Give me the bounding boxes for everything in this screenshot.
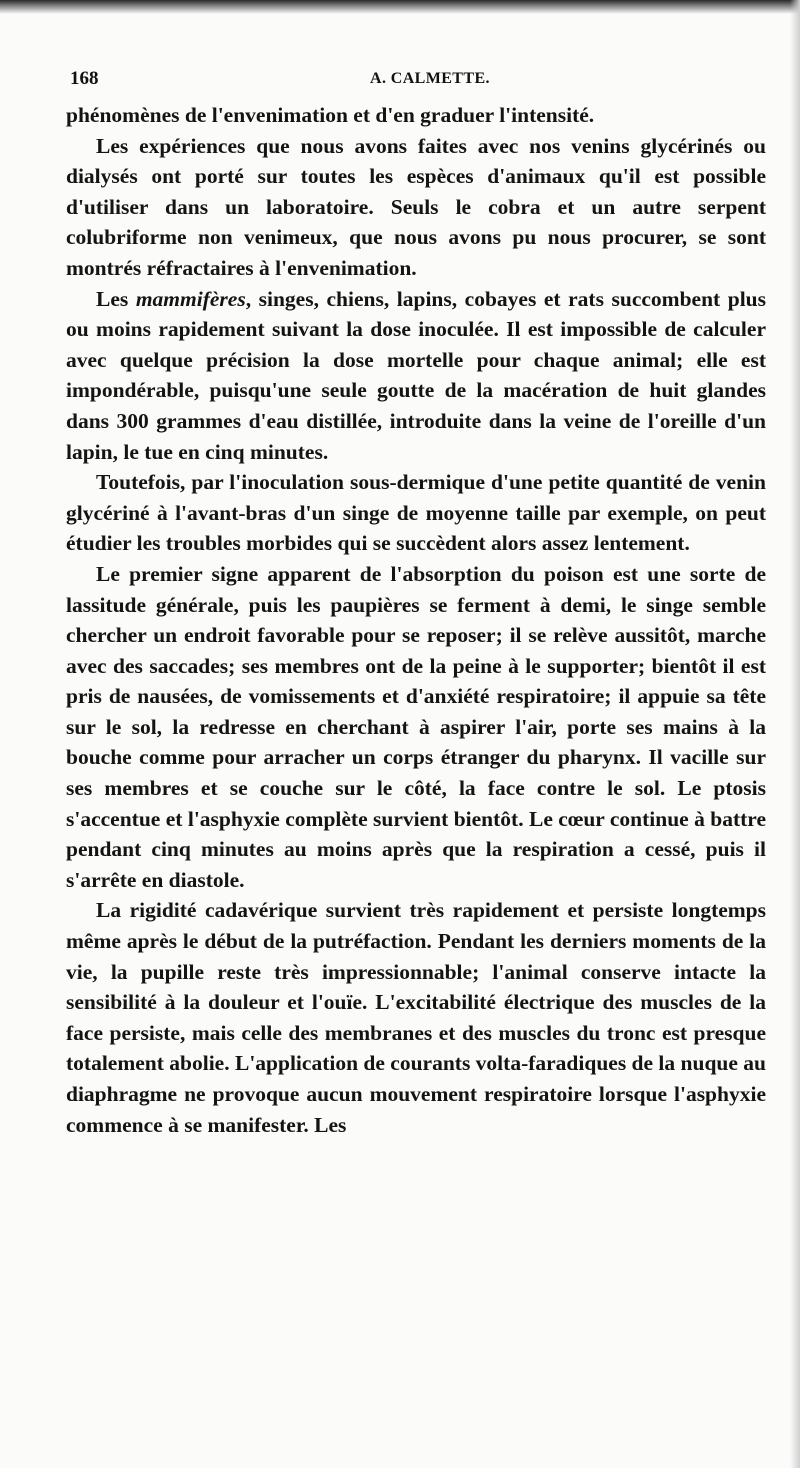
body-text — [66, 100, 766, 1140]
paragraph-3 — [66, 284, 766, 468]
paragraph-1: phénomènes de l'envenimation et d'en graduer l'intensité. — [66, 103, 595, 127]
page-right-shadow — [790, 0, 800, 1468]
paragraph-4: Toutefois, par l'inoculation sous-dermique d'une petite quantité de venin glycériné à l'avant-bras d'un singe de moyenne taille par exemple, on peut étudier les troubles morbides qui se succèdent alors assez lentement. — [66, 470, 766, 556]
page-top-shadow — [0, 0, 800, 14]
paragraph-5: Le premier signe apparent de l'absorption du poison est une sorte de lassitude générale, puis les paupières se ferment à demi, le singe semble chercher un endroit favorable pour se reposer; il se relève aussitôt, marche avec des saccades; ses membres ont de la peine à le supporter; bientôt il est pris de nausées, de vomissements et d'anxiété respiratoire; il appuie sa tête sur le sol, la redresse en cherchant à aspirer l'air, porte ses mains à la bouche comme pour arracher un corps étranger du pharynx. Il vacille sur ses membres et se couche sur le côté, la face contre le sol. Le ptosis s'accentue et l'asphyxie complète survient bientôt. Le cœur continue à battre pendant cinq minutes au moins après que la respiration a cessé, puis il s'arrête en diastole. — [66, 561, 766, 892]
paragraph-6: La rigidité cadavérique survient très rapidement et persiste longtemps même après le début de la putréfaction. Pendant les derniers moments de la vie, la pupille reste très impressionnable; l'animal conserve intacte la sensibilité à la douleur et l'ouïe. L'excitabilité électrique des muscles de la face persiste, mais celle des membranes et des muscles du tronc est presque totalement abolie. L'application de courants volta-faradiques de la nuque au diaphragme ne provoque aucun mouvement respiratoire lorsque l'asphyxie commence à se manifester. Les — [66, 898, 766, 1137]
paragraph-3-lead: Les — [96, 286, 136, 311]
running-head: A. CALMETTE. — [370, 70, 490, 87]
page-number: 168 — [70, 68, 99, 89]
paragraph-2: Les expériences que nous avons faites avec nos venins glycérinés ou dialysés ont porté sur toutes les espèces d'animaux qu'il est possible d'utiliser dans un laboratoire. Seuls le cobra et un autre serpent colubriforme non venimeux, que nous avons pu nous procurer, se sont montrés réfractaires à l'envenimation. — [66, 133, 766, 280]
page-header — [70, 68, 760, 98]
paragraph-3-rest: , singes, chiens, lapins, cobayes et rats succombent plus ou moins rapidement suivant la dose inoculée. Il est impossible de calculer avec quelque précision la dose mortelle pour chaque animal; elle est impondérable, puisqu'une seule goutte de la macération de huit glandes dans 300 grammes d'eau distillée, introduite dans la veine de l'oreille d'un lapin, le tue en cinq minutes. — [66, 286, 767, 464]
paragraph-3-emphasis: mammifères — [135, 286, 246, 311]
